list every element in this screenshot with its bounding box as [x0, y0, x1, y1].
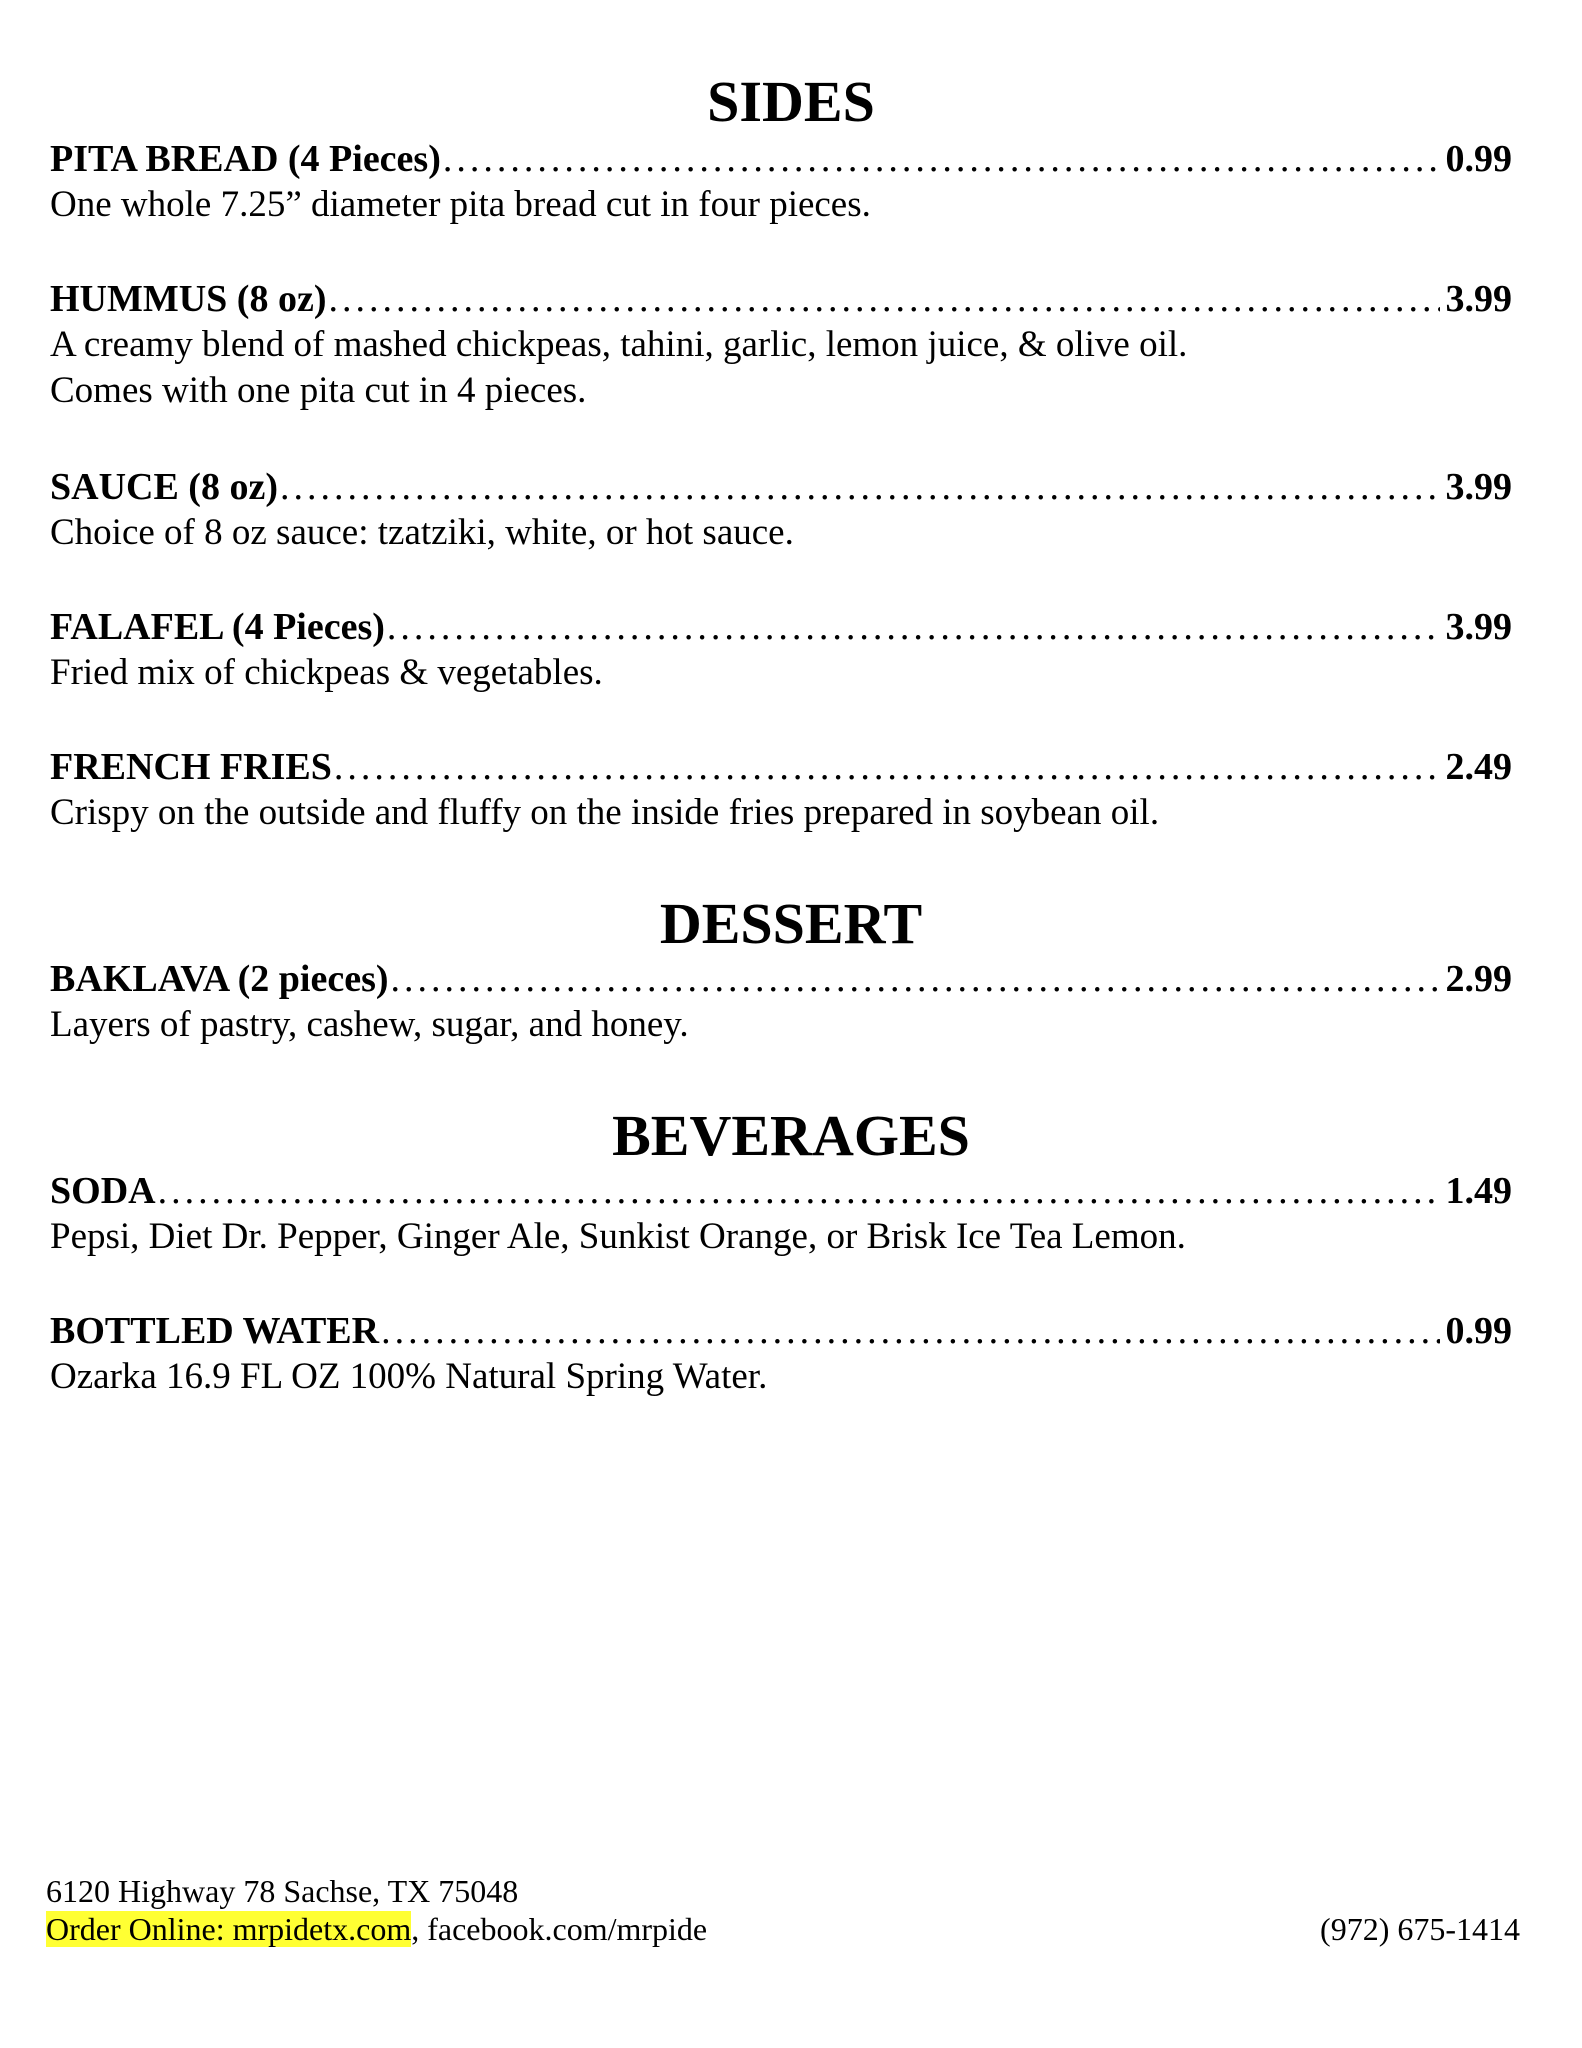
- dot-leader: [280, 464, 1440, 510]
- section-title-sides: SIDES: [707, 69, 875, 134]
- order-online-link[interactable]: Order Online: mrpidetx.com: [46, 1911, 412, 1947]
- item-price: 3.99: [1445, 278, 1512, 320]
- item-description: A creamy blend of mashed chickpeas, tahini, garlic, lemon juice, & olive oil.: [50, 324, 1188, 365]
- menu-item-hummus: [50, 276, 1512, 414]
- dot-leader: [381, 1308, 1439, 1354]
- item-name: BAKLAVA (2 pieces): [50, 958, 389, 1000]
- item-description: Layers of pastry, cashew, sugar, and honey.: [50, 1004, 689, 1045]
- footer-separator: ,: [411, 1911, 428, 1947]
- dot-leader: [391, 956, 1440, 1002]
- item-price: 2.99: [1445, 958, 1512, 1000]
- menu-item-baklava: [50, 956, 1512, 1048]
- dot-leader: [334, 744, 1440, 790]
- item-description: Crispy on the outside and fluffy on the inside fries prepared in soybean oil.: [50, 792, 1160, 833]
- facebook-link[interactable]: facebook.com/mrpide: [427, 1911, 708, 1947]
- item-name: BOTTLED WATER: [50, 1310, 380, 1352]
- item-name: SAUCE (8 oz): [50, 466, 278, 508]
- item-price: 0.99: [1445, 1310, 1512, 1352]
- item-description: Comes with one pita cut in 4 pieces.: [50, 370, 587, 411]
- item-description: Fried mix of chickpeas & vegetables.: [50, 652, 603, 693]
- item-price: 3.99: [1445, 606, 1512, 648]
- menu-item-sauce: [50, 464, 1512, 556]
- dot-leader: [443, 136, 1440, 182]
- item-price: 1.49: [1445, 1170, 1512, 1212]
- item-name: SODA: [50, 1170, 156, 1212]
- item-description: One whole 7.25” diameter pita bread cut in four pieces.: [50, 184, 871, 225]
- item-description: Choice of 8 oz sauce: tzatziki, white, or hot sauce.: [50, 512, 794, 553]
- item-name: FRENCH FRIES: [50, 746, 332, 788]
- menu-item-bottled-water: [50, 1308, 1512, 1400]
- dot-leader: [158, 1168, 1440, 1214]
- item-price: 2.49: [1445, 746, 1512, 788]
- item-price: 3.99: [1445, 466, 1512, 508]
- item-description: Pepsi, Diet Dr. Pepper, Ginger Ale, Sunkist Orange, or Brisk Ice Tea Lemon.: [50, 1216, 1186, 1257]
- footer-phone: (972) 675-1414: [1320, 1911, 1520, 1947]
- section-title-dessert: DESSERT: [659, 891, 923, 956]
- item-description: Ozarka 16.9 FL OZ 100% Natural Spring Water.: [50, 1356, 768, 1397]
- menu-item-falafel: [50, 604, 1512, 696]
- section-title-beverages: BEVERAGES: [612, 1103, 970, 1168]
- footer-address: 6120 Highway 78 Sachse, TX 75048: [46, 1873, 519, 1909]
- menu-item-french-fries: [50, 744, 1512, 836]
- menu-item-soda: [50, 1168, 1512, 1260]
- item-name: HUMMUS (8 oz): [50, 278, 327, 320]
- item-name: PITA BREAD (4 Pieces): [50, 138, 441, 180]
- dot-leader: [328, 276, 1439, 322]
- item-price: 0.99: [1445, 138, 1512, 180]
- footer-links: [46, 1910, 707, 1948]
- menu-item-pita-bread: [50, 136, 1512, 228]
- dot-leader: [387, 604, 1440, 650]
- item-name: FALAFEL (4 Pieces): [50, 606, 385, 648]
